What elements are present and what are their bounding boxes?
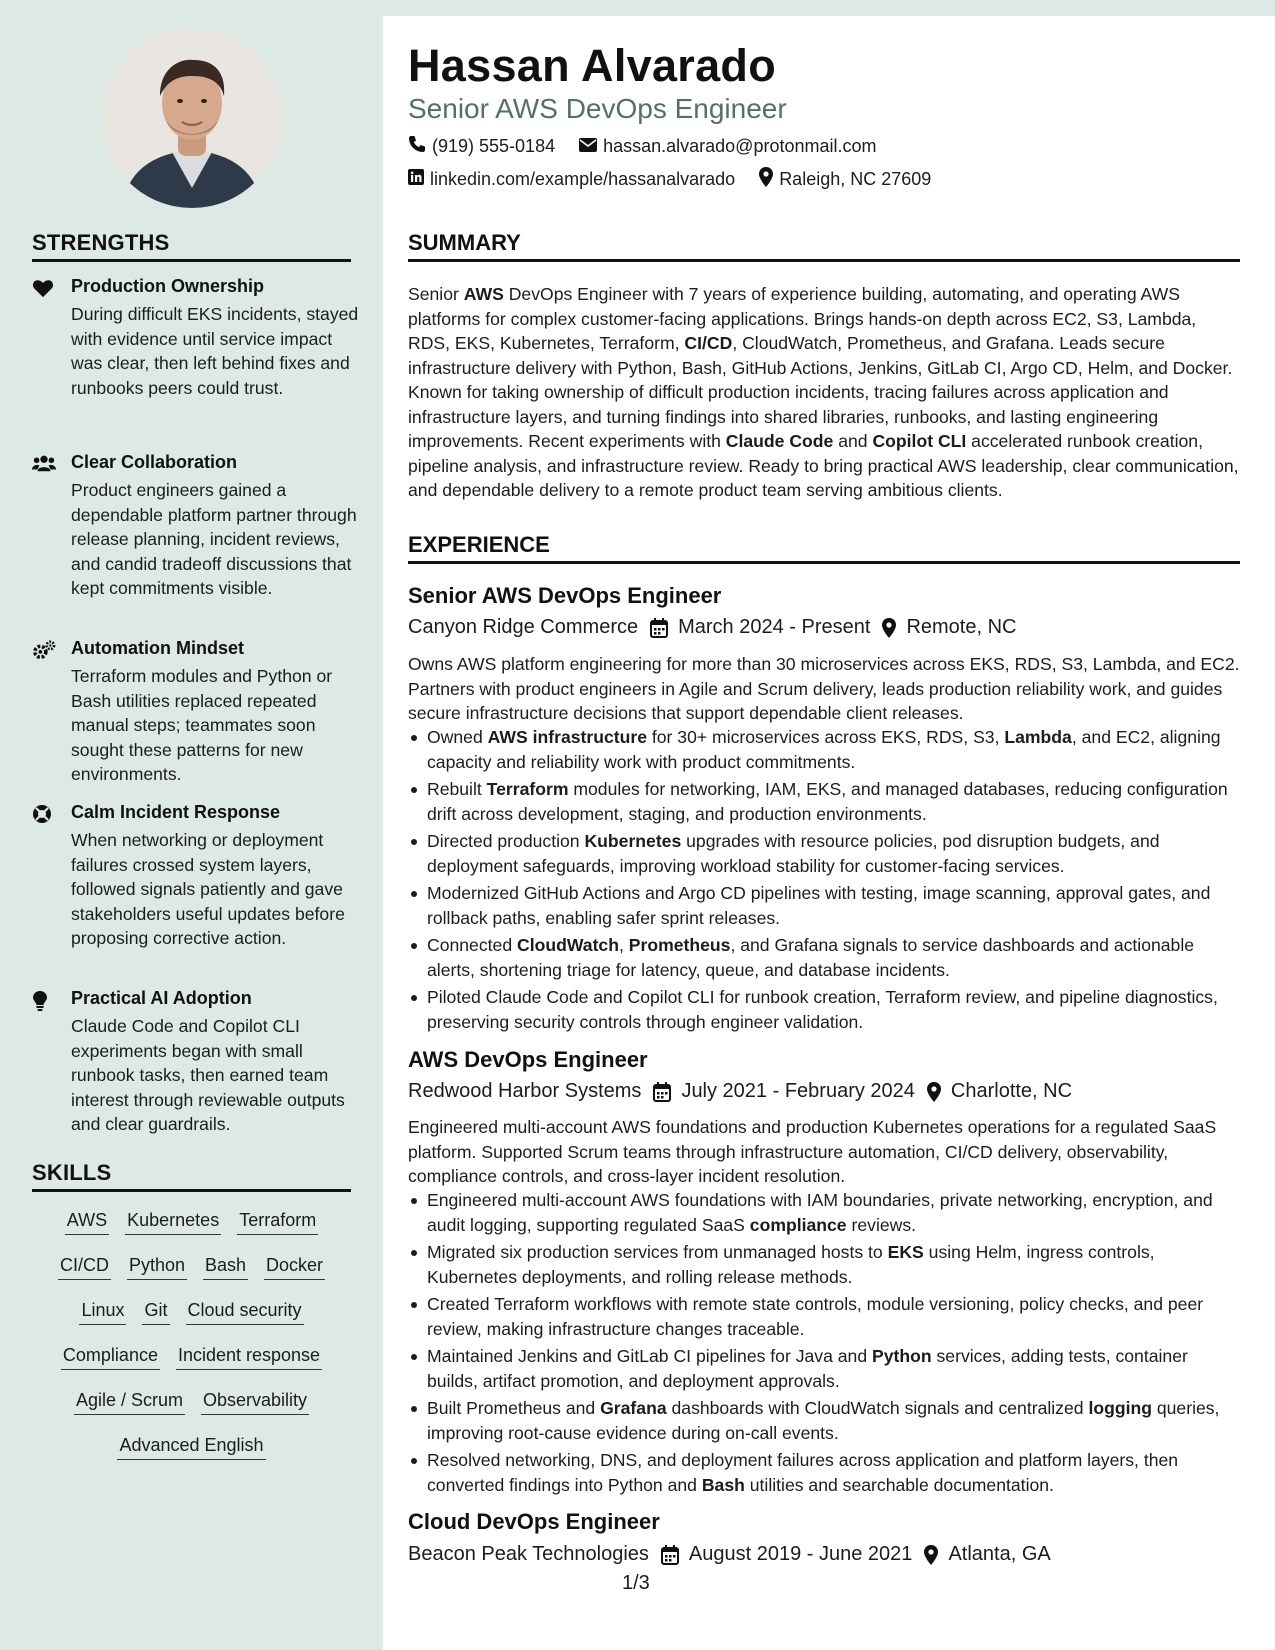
skill-tag: Observability xyxy=(201,1390,309,1415)
calendar-icon xyxy=(653,1082,671,1102)
strength-description: When networking or deployment failures crossed system layers, followed signals patiently and gave stakeholders useful updates before proposing corrective action. xyxy=(71,830,345,948)
job-bullet-list xyxy=(408,1188,1240,1500)
skills-row xyxy=(32,1300,351,1325)
skills-heading: SKILLS xyxy=(32,1160,351,1192)
strength-title: Production Ownership xyxy=(71,276,265,296)
skill-tag: Kubernetes xyxy=(125,1210,221,1235)
strength-description: During difficult EKS incidents, stayed with evidence until service impact was clear, then left behind fixes and runbooks peers could trust. xyxy=(71,304,359,398)
emphasis-text: Terraform xyxy=(486,779,569,799)
job-location: Charlotte, NC xyxy=(950,1080,1073,1102)
text-run: Piloted Claude Code and Copilot CLI for runbook creation, Terraform review, and pipeline diagnostics, preserving security controls through engineer validation. xyxy=(427,987,1218,1032)
text-run: Resolved networking, DNS, and deployment failures across application and platform layers, then converted findings into Python and xyxy=(427,1450,1179,1495)
text-run: using Helm, ingress controls, Kubernetes deployments, and rolling release methods. xyxy=(427,1242,1155,1287)
job-bullet xyxy=(408,725,1240,774)
experience-heading: EXPERIENCE xyxy=(408,532,1240,564)
text-run: Built Prometheus and xyxy=(427,1398,601,1418)
phone-icon xyxy=(408,135,426,158)
skill-tag: Bash xyxy=(203,1255,248,1280)
company-name: Canyon Ridge Commerce xyxy=(408,616,639,638)
location-text: Raleigh, NC 27609 xyxy=(779,169,932,189)
calendar-icon xyxy=(661,1545,679,1565)
emphasis-text: CloudWatch xyxy=(517,935,619,955)
company-name: Beacon Peak Technologies xyxy=(408,1543,649,1565)
summary-heading: SUMMARY xyxy=(408,230,1240,262)
company-name: Redwood Harbor Systems xyxy=(408,1080,642,1102)
skill-tag: Terraform xyxy=(237,1210,318,1235)
job-bullet xyxy=(408,829,1240,878)
job-bullet xyxy=(408,1396,1240,1445)
skill-tag: Incident response xyxy=(176,1345,322,1370)
text-run: Rebuilt xyxy=(427,779,487,799)
emphasis-text: Grafana xyxy=(600,1398,667,1418)
strengths-heading: STRENGTHS xyxy=(32,230,351,262)
lifebuoy-icon xyxy=(32,804,56,824)
text-run: Senior xyxy=(408,284,464,304)
users-icon xyxy=(32,454,56,474)
person-photo xyxy=(102,28,282,208)
emphasis-text: compliance xyxy=(749,1214,847,1235)
strength-item xyxy=(32,452,357,612)
emphasis-text: AWS xyxy=(463,284,504,304)
text-run: , xyxy=(618,935,629,955)
gears-icon xyxy=(32,640,56,660)
page-indicator: 1/3 xyxy=(622,1572,650,1594)
linkedin-link[interactable]: linkedin.com/example/hassanalvarado xyxy=(430,169,736,189)
text-run: queries, improving root-cause evidence during on-call events. xyxy=(427,1398,1220,1443)
skill-tag: Advanced English xyxy=(117,1435,265,1460)
strength-item xyxy=(32,638,357,784)
emphasis-text: CI/CD xyxy=(684,333,733,353)
lightbulb-icon xyxy=(32,990,56,1010)
envelope-icon xyxy=(579,136,597,157)
job-location: Remote, NC xyxy=(906,616,1017,638)
map-pin-icon xyxy=(924,1545,938,1565)
linkedin-icon xyxy=(408,169,424,190)
emphasis-text: AWS infrastructure xyxy=(487,727,647,747)
candidate-role: Senior AWS DevOps Engineer xyxy=(408,93,787,124)
text-run: DevOps Engineer with 7 years of experience building, automating, and operating AWS platforms for complex customer-facing applications. Brings hands-on depth across EC2, S3, Lambda, RDS, EKS, Kubernetes, Terraform, xyxy=(408,284,1197,353)
text-run: , and EC2, aligning capacity and reliability work with product commitments. xyxy=(427,727,1221,772)
emphasis-text: logging xyxy=(1088,1398,1152,1418)
job-bullet xyxy=(408,1188,1240,1237)
text-run: Maintained Jenkins and GitLab CI pipelines for Java and xyxy=(427,1346,872,1366)
skill-tag: Agile / Scrum xyxy=(74,1390,185,1415)
text-run: Migrated six production services from unmanaged hosts to xyxy=(427,1242,888,1262)
contact-row xyxy=(408,167,931,192)
text-run: and xyxy=(833,431,873,451)
job-title: AWS DevOps Engineer xyxy=(408,1047,648,1072)
emphasis-text: Python xyxy=(872,1346,932,1366)
strength-description: Terraform modules and Python or Bash utilities replaced repeated manual steps; teammates soon sought these patterns for new environments. xyxy=(71,666,333,784)
job-meta xyxy=(408,616,1016,639)
job-dates: August 2019 - June 2021 xyxy=(688,1543,913,1565)
text-run: , and Grafana signals to service dashboards and actionable alerts, shortening triage for latency, queue, and database incidents. xyxy=(427,935,1195,980)
skill-tag: Docker xyxy=(264,1255,325,1280)
job-meta xyxy=(408,1080,1072,1103)
map-pin-icon xyxy=(882,618,896,638)
job-bullet xyxy=(408,1344,1240,1393)
job-bullet xyxy=(408,777,1240,826)
strength-item xyxy=(32,802,357,962)
job-intro: Owns AWS platform engineering for more than 30 microservices across EKS, RDS, S3, Lambda, and EC2. Partners with product engineers in Agile and Scrum delivery, leads production reliability work, and guides secure infrastructure decisions that support dependable client releases. xyxy=(408,654,1240,723)
emphasis-text: EKS xyxy=(887,1242,924,1262)
text-run: , CloudWatch, Prometheus, and Grafana. Leads secure infrastructure delivery with Python, Bash, GitHub Actions, Jenkins, GitLab CI, Argo CD, Helm, and Docker. Known for taking ownership of difficult production incidents, tracing failures across application and infrastructure layers, and turning findings into shared libraries, runbooks, and lasting engineering improvements. Recent experiments with xyxy=(408,333,1233,451)
text-run: Owned xyxy=(427,727,488,747)
text-run: dashboards with CloudWatch signals and centralized xyxy=(666,1398,1089,1418)
summary-text xyxy=(408,282,1240,503)
strength-item xyxy=(32,988,357,1134)
avatar xyxy=(102,28,282,208)
skills-row xyxy=(32,1345,351,1370)
strength-item xyxy=(32,276,357,416)
job-bullet xyxy=(408,1292,1240,1341)
candidate-name: Hassan Alvarado xyxy=(408,40,776,91)
map-pin-icon xyxy=(759,167,773,192)
emphasis-text: Prometheus xyxy=(628,935,731,955)
skills-row xyxy=(32,1255,351,1280)
text-run: utilities and searchable documentation. xyxy=(744,1474,1054,1495)
text-run: reviews. xyxy=(846,1214,917,1235)
strength-title: Automation Mindset xyxy=(71,638,244,658)
phone-text: (919) 555-0184 xyxy=(432,136,556,156)
contact-row xyxy=(408,135,877,158)
emphasis-text: Copilot CLI xyxy=(872,431,967,451)
text-run: Modernized GitHub Actions and Argo CD pipelines with testing, image scanning, approval gates, and rollback paths, enabling safer sprint releases. xyxy=(427,883,1211,928)
job-intro: Engineered multi-account AWS foundations and production Kubernetes operations for a regulated SaaS platform. Supported Scrum teams through infrastructure automation, CI/CD delivery, observability, compliance controls, and cross-layer incident resolution. xyxy=(408,1117,1217,1186)
job-title: Senior AWS DevOps Engineer xyxy=(408,583,722,608)
text-run: Directed production xyxy=(427,831,585,851)
text-run: Connected xyxy=(427,935,517,955)
emphasis-text: Lambda xyxy=(1004,727,1072,747)
job-bullet-list xyxy=(408,725,1240,1037)
skill-tag: Linux xyxy=(79,1300,126,1325)
calendar-icon xyxy=(650,618,668,638)
skill-tag: Cloud security xyxy=(186,1300,304,1325)
job-bullet xyxy=(408,1240,1240,1289)
emphasis-text: Kubernetes xyxy=(584,831,682,851)
job-dates: July 2021 - February 2024 xyxy=(681,1080,915,1102)
skills-row xyxy=(32,1210,351,1235)
strength-description: Product engineers gained a dependable platform partner through release planning, incident reviews, and candid tradeoff discussions that kept commitments visible. xyxy=(71,480,357,598)
skills-row xyxy=(32,1435,351,1460)
emphasis-text: Claude Code xyxy=(725,431,834,451)
job-dates: March 2024 - Present xyxy=(678,616,871,638)
text-run: upgrades with resource policies, pod disruption budgets, and deployment safeguards, improving workload stability for customer-facing services. xyxy=(427,831,1160,876)
text-run: accelerated runbook creation, pipeline analysis, and infrastructure review. Ready to bring practical AWS leadership, clear communication, and dependable delivery to a remote product team serving ambitious clients. xyxy=(408,431,1239,500)
job-bullet xyxy=(408,881,1240,930)
emphasis-text: Bash xyxy=(701,1474,745,1495)
email-link[interactable]: hassan.alvarado@protonmail.com xyxy=(603,136,877,156)
skill-tag: Compliance xyxy=(61,1345,160,1370)
job-location: Atlanta, GA xyxy=(948,1543,1051,1565)
skill-tag: Python xyxy=(127,1255,187,1280)
skill-tag: Git xyxy=(142,1300,169,1325)
job-bullet xyxy=(408,1448,1240,1497)
text-run: modules for networking, IAM, EKS, and managed databases, reducing configuration drift across development, staging, and production environments. xyxy=(427,779,1228,824)
job-meta xyxy=(408,1543,1051,1566)
map-pin-icon xyxy=(927,1082,941,1102)
skills-row xyxy=(32,1390,351,1415)
strength-title: Clear Collaboration xyxy=(71,452,238,472)
strength-description: Claude Code and Copilot CLI experiments began with small runbook tasks, then earned team interest through reviewable outputs and clear guardrails. xyxy=(71,1016,345,1134)
text-run: services, adding tests, container builds, artifact promotion, and deployment approvals. xyxy=(427,1346,1188,1391)
job-title: Cloud DevOps Engineer xyxy=(408,1509,660,1534)
skill-tag: CI/CD xyxy=(58,1255,111,1280)
text-run: for 30+ microservices across EKS, RDS, S3, xyxy=(647,727,1005,747)
strength-title: Calm Incident Response xyxy=(71,802,281,822)
skill-tag: AWS xyxy=(65,1210,109,1235)
text-run: Engineered multi-account AWS foundations with IAM boundaries, private networking, encryption, and audit logging, supporting regulated SaaS xyxy=(427,1190,1213,1235)
job-bullet xyxy=(408,933,1240,982)
text-run: Created Terraform workflows with remote state controls, module versioning, policy checks, and peer review, making infrastructure changes traceable. xyxy=(427,1294,1204,1339)
job-bullet xyxy=(408,985,1240,1034)
strength-title: Practical AI Adoption xyxy=(71,988,252,1008)
heart-icon xyxy=(32,278,56,298)
